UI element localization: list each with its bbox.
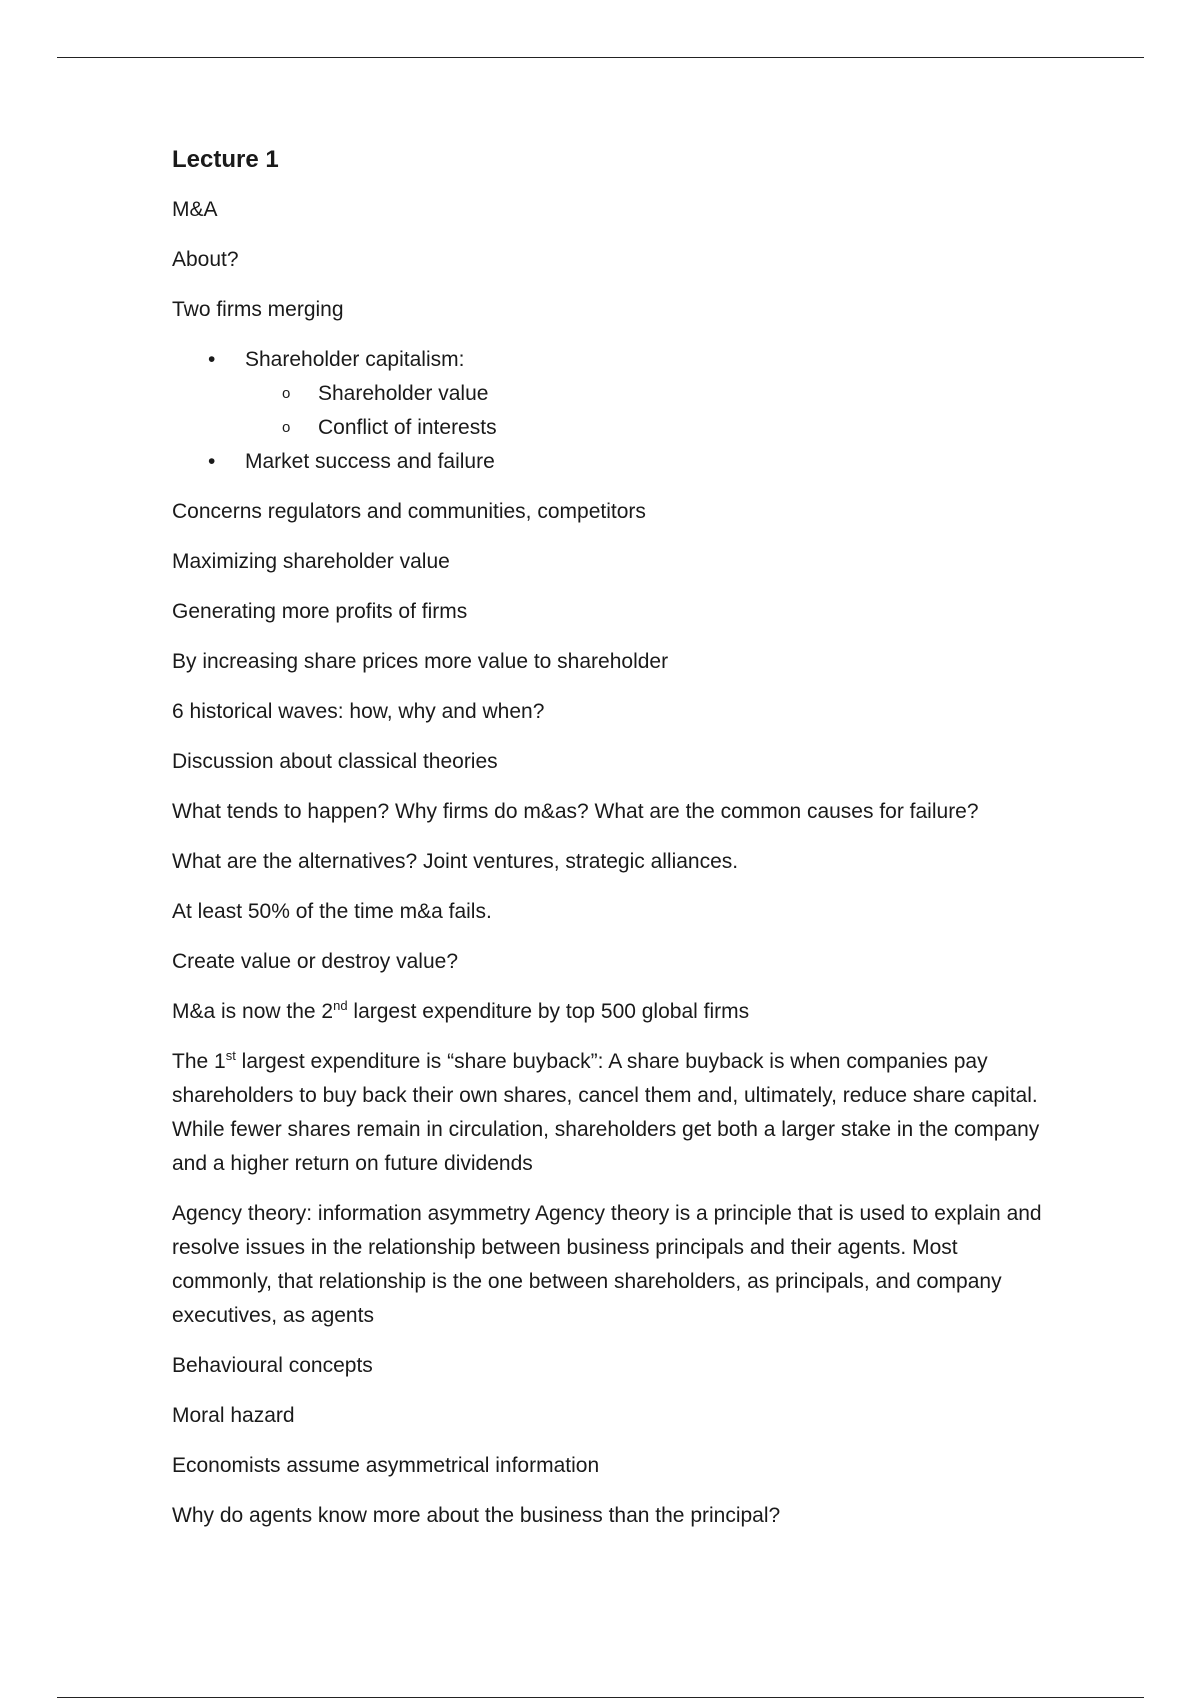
bullet-list [172, 343, 1052, 479]
text-run: M&a is now the 2 [172, 1000, 334, 1023]
sub-list-item [245, 377, 1052, 411]
paragraph: Maximizing shareholder value [172, 550, 450, 573]
text-run: largest expenditure by top 500 global firms [347, 1000, 750, 1023]
list-item-label: Shareholder capitalism: [245, 348, 465, 371]
footer-rule [57, 1697, 1144, 1698]
sub-bullet-list [245, 377, 1052, 445]
paragraph: Behavioural concepts [172, 1354, 373, 1377]
share-buyback-paragraph [172, 1045, 1052, 1181]
header-rule [57, 57, 1144, 58]
paragraph: Discussion about classical theories [172, 750, 498, 773]
paragraph: By increasing share prices more value to shareholder [172, 650, 669, 673]
paragraph: What tends to happen? Why firms do m&as? What are the common causes for failure? [172, 800, 979, 823]
lecture-heading: Lecture 1 [172, 146, 279, 173]
paragraph: Create value or destroy value? [172, 950, 458, 973]
list-item [172, 343, 1052, 445]
bullet-icon: • [208, 450, 216, 473]
paragraph: Generating more profits of firms [172, 600, 468, 623]
paragraph: Why do agents know more about the business than the principal? [172, 1504, 781, 1527]
list-item [172, 445, 1052, 479]
circle-bullet-icon: o [282, 385, 291, 402]
agency-theory-paragraph: Agency theory: information asymmetry Agency theory is a principle that is used to explain and resolve issues in the relationship between business principals and their agents. Most commonly, that relationship is the one between shareholders, as principals, and company executives, as agents [172, 1202, 1042, 1327]
sub-list-item-label: Conflict of interests [318, 416, 497, 439]
text-run: largest expenditure is “share buyback”: A share buyback is when companies pay shareholders to buy back their own shares, cancel them and, ultimately, reduce share capital. While fewer shares remain in circulation, shareholders get both a larger stake in the company and a higher return on future dividends [172, 1050, 1040, 1175]
list-item-label: Market success and failure [245, 450, 495, 473]
circle-bullet-icon: o [282, 419, 291, 436]
document-body [172, 143, 1052, 1549]
paragraph: At least 50% of the time m&a fails. [172, 900, 492, 923]
paragraph: Economists assume asymmetrical information [172, 1454, 600, 1477]
paragraph: What are the alternatives? Joint ventures, strategic alliances. [172, 850, 739, 873]
paragraph: Concerns regulators and communities, competitors [172, 500, 646, 523]
sub-list-item [245, 411, 1052, 445]
ordinal-suffix: nd [333, 998, 348, 1013]
paragraph: Moral hazard [172, 1404, 295, 1427]
expenditure-second-paragraph [172, 995, 1052, 1029]
paragraph: 6 historical waves: how, why and when? [172, 700, 545, 723]
text-run: The 1 [172, 1050, 226, 1073]
paragraph: Two firms merging [172, 298, 344, 321]
sub-list-item-label: Shareholder value [318, 382, 489, 405]
bullet-icon: • [208, 348, 216, 371]
ordinal-suffix: st [225, 1048, 236, 1063]
paragraph: About? [172, 248, 239, 271]
paragraph: M&A [172, 198, 218, 221]
